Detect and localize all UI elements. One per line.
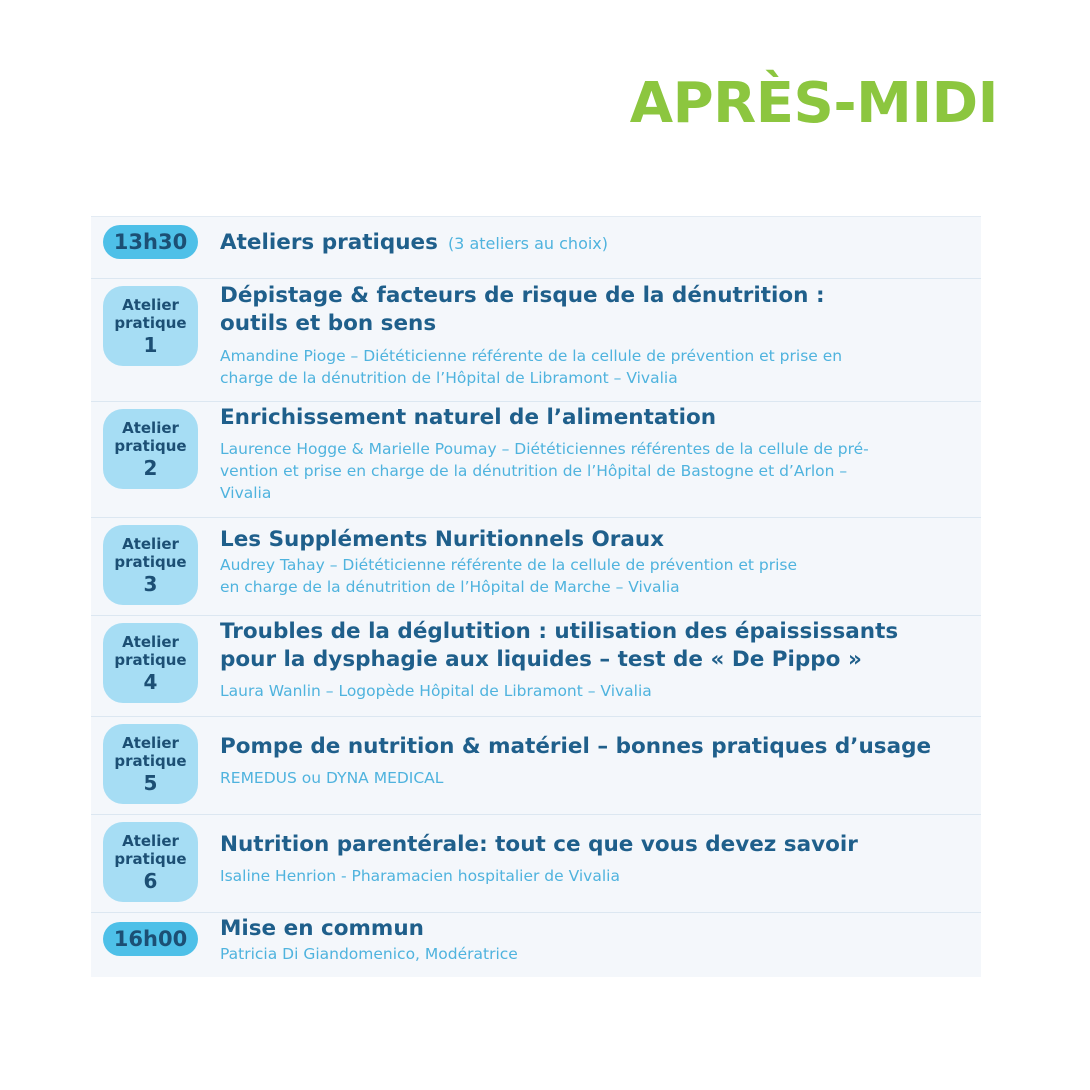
session-speaker bbox=[220, 680, 967, 702]
program-row-atelier-4 bbox=[91, 615, 981, 716]
page-heading: APRÈS-MIDI bbox=[629, 71, 998, 136]
session-title-line: Les Suppléments Nuritionnels Oraux bbox=[220, 527, 665, 552]
session-title bbox=[220, 831, 967, 859]
session-title bbox=[220, 526, 967, 554]
atelier-badge-word: Atelier bbox=[122, 734, 179, 752]
atelier-badge-word: Atelier bbox=[122, 535, 179, 553]
session-speaker-line: en charge de la dénutrition de l’Hôpital de Marche – Vivalia bbox=[220, 578, 680, 596]
session-title-line: Nutrition parentérale: tout ce que vous devez savoir bbox=[220, 832, 858, 857]
session-speaker-line: REMEDUS ou DYNA MEDICAL bbox=[220, 769, 444, 787]
atelier-badge bbox=[103, 409, 198, 489]
session-speaker bbox=[220, 554, 967, 598]
atelier-badge-word: Atelier bbox=[122, 419, 179, 437]
atelier-badge-number: 1 bbox=[143, 333, 158, 357]
session-title-line: outils et bon sens bbox=[220, 311, 437, 336]
session-speaker-line: vention et prise en charge de la dénutrition de l’Hôpital de Bastogne et d’Arlon – bbox=[220, 462, 848, 480]
session-speaker-line: Amandine Pioge – Diététicienne référente de la cellule de prévention et prise en bbox=[220, 347, 843, 365]
atelier-badge bbox=[103, 286, 198, 366]
session-speaker bbox=[220, 767, 967, 789]
session-speaker-line: charge de la dénutrition de l’Hôpital de Libramont – Vivalia bbox=[220, 369, 678, 387]
atelier-badge-word: pratique bbox=[114, 437, 187, 455]
session-title-line: Mise en commun bbox=[220, 916, 424, 941]
session-note: (3 ateliers au choix) bbox=[447, 234, 609, 253]
atelier-badge-number: 6 bbox=[143, 869, 158, 893]
session-speaker bbox=[220, 943, 967, 965]
session-title bbox=[220, 733, 967, 761]
session-speaker bbox=[220, 865, 967, 887]
atelier-badge-number: 2 bbox=[143, 456, 158, 480]
atelier-badge-number: 5 bbox=[143, 771, 158, 795]
atelier-badge-word: pratique bbox=[114, 314, 187, 332]
atelier-badge-word: Atelier bbox=[122, 633, 179, 651]
session-speaker-line: Patricia Di Giandomenico, Modératrice bbox=[220, 945, 518, 963]
session-speaker bbox=[220, 438, 967, 504]
session-title bbox=[220, 229, 967, 258]
program-row-atelier-6 bbox=[91, 814, 981, 912]
atelier-badge-word: Atelier bbox=[122, 296, 179, 314]
session-title-text: Ateliers pratiques bbox=[220, 230, 438, 255]
atelier-badge-word: Atelier bbox=[122, 832, 179, 850]
atelier-badge bbox=[103, 822, 198, 902]
atelier-badge-number: 4 bbox=[143, 670, 158, 694]
atelier-badge-word: pratique bbox=[114, 651, 187, 669]
session-speaker-line: Audrey Tahay – Diététicienne référente de la cellule de prévention et prise bbox=[220, 556, 798, 574]
time-badge: 13h30 bbox=[103, 225, 198, 259]
session-title bbox=[220, 915, 967, 943]
session-title-line: Enrichissement naturel de l’alimentation bbox=[220, 405, 717, 430]
session-title-line: Dépistage & facteurs de risque de la dénutrition : bbox=[220, 283, 825, 308]
atelier-badge bbox=[103, 623, 198, 703]
session-title bbox=[220, 404, 967, 432]
atelier-badge-word: pratique bbox=[114, 553, 187, 571]
session-title bbox=[220, 618, 967, 674]
session-speaker bbox=[220, 345, 967, 389]
session-title-line: Troubles de la déglutition : utilisation des épaississants bbox=[220, 619, 899, 644]
session-speaker-line: Laurence Hogge & Marielle Poumay – Diététiciennes référentes de la cellule de pré- bbox=[220, 440, 869, 458]
program-row-1330 bbox=[91, 216, 981, 278]
time-badge: 16h00 bbox=[103, 922, 198, 956]
session-speaker-line: Laura Wanlin – Logopède Hôpital de Libramont – Vivalia bbox=[220, 682, 652, 700]
program-list bbox=[91, 216, 981, 977]
atelier-badge bbox=[103, 724, 198, 804]
session-speaker-line: Vivalia bbox=[220, 484, 272, 502]
atelier-badge bbox=[103, 525, 198, 605]
atelier-badge-number: 3 bbox=[143, 572, 158, 596]
program-row-atelier-2 bbox=[91, 401, 981, 517]
program-row-atelier-3 bbox=[91, 517, 981, 615]
session-title-line: pour la dysphagie aux liquides – test de « De Pippo » bbox=[220, 647, 862, 672]
program-row-atelier-5 bbox=[91, 716, 981, 814]
session-speaker-line: Isaline Henrion - Pharamacien hospitalier de Vivalia bbox=[220, 867, 620, 885]
atelier-badge-word: pratique bbox=[114, 850, 187, 868]
atelier-badge-word: pratique bbox=[114, 752, 187, 770]
session-title bbox=[220, 282, 967, 338]
program-row-1600 bbox=[91, 912, 981, 977]
program-row-atelier-1 bbox=[91, 278, 981, 401]
session-title-line: Pompe de nutrition & matériel – bonnes pratiques d’usage bbox=[220, 734, 932, 759]
